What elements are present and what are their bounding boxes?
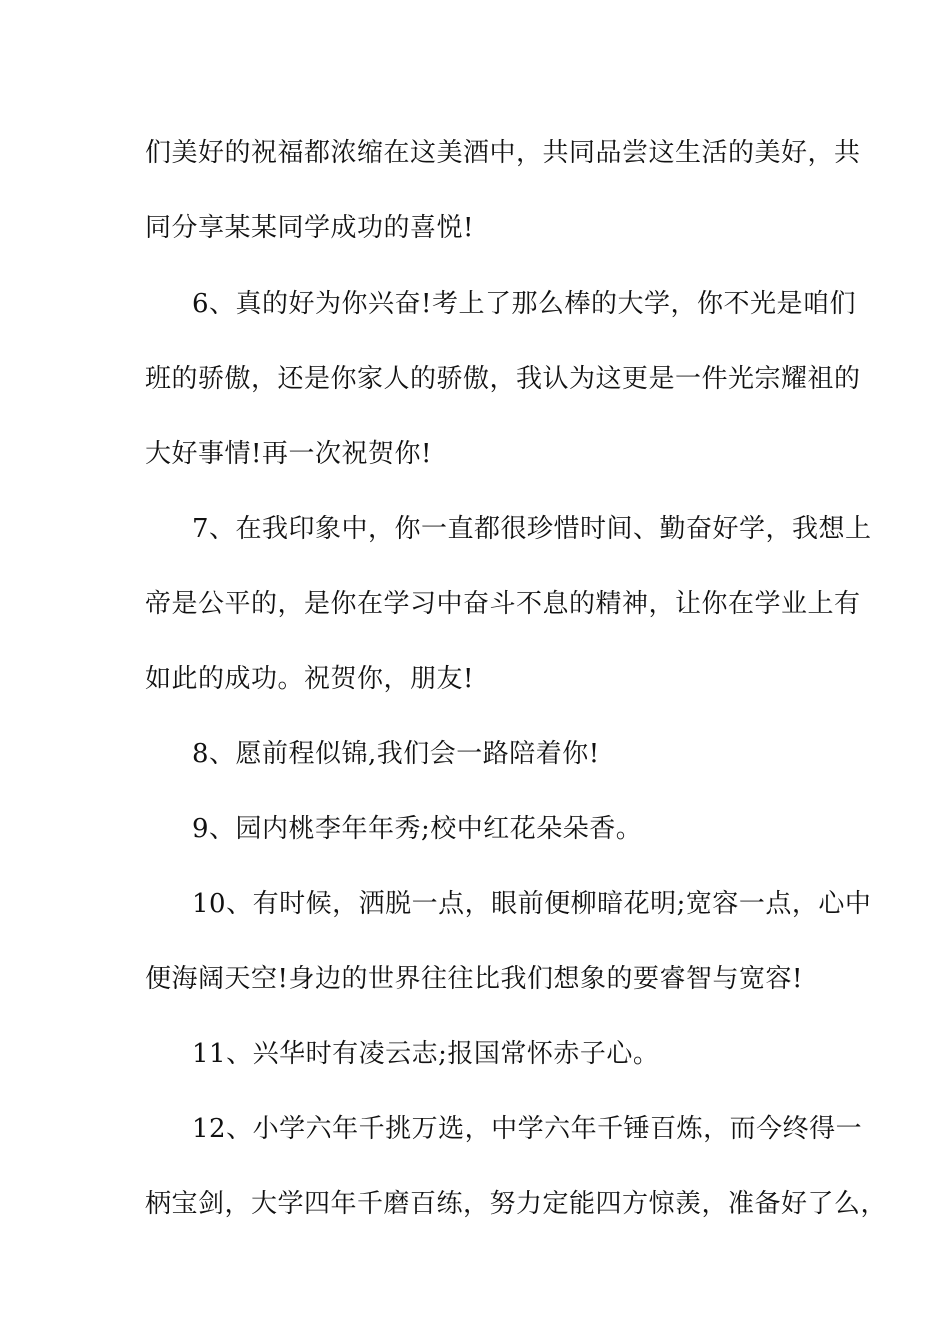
text-line: 们美好的祝福都浓缩在这美酒中，共同品尝这生活的美好，共 [145, 138, 861, 168]
paragraph-11: 11、兴华时有凌云志;报国常怀赤子心。 [192, 1039, 660, 1069]
text-line: 帝是公平的，是你在学习中奋斗不息的精神，让你在学业上有 [145, 589, 861, 619]
text-line: 便海阔天空!身边的世界往往比我们想象的要睿智与宽容! [145, 964, 803, 994]
paragraph-8: 8、愿前程似锦,我们会一路陪着你! [192, 739, 600, 769]
paragraph-10-start: 10、有时候，洒脱一点，眼前便柳暗花明;宽容一点，心中 [192, 889, 872, 919]
text-line: 柄宝剑，大学四年千磨百练，努力定能四方惊羡，准备好了么， [145, 1189, 888, 1219]
paragraph-12-start: 12、小学六年千挑万选，中学六年千锤百炼，而今终得一 [192, 1114, 863, 1144]
paragraph-9: 9、园内桃李年年秀;校中红花朵朵香。 [192, 814, 643, 844]
paragraph-6-start: 6、真的好为你兴奋!考上了那么棒的大学，你不光是咱们 [192, 289, 856, 319]
paragraph-7-start: 7、在我印象中，你一直都很珍惜时间、勤奋好学，我想上 [192, 514, 872, 544]
text-line: 班的骄傲，还是你家人的骄傲，我认为这更是一件光宗耀祖的 [145, 364, 861, 394]
text-line: 同分享某某同学成功的喜悦! [145, 213, 474, 243]
text-line: 如此的成功。祝贺你，朋友! [145, 664, 474, 694]
text-line: 大好事情!再一次祝贺你! [145, 439, 432, 469]
